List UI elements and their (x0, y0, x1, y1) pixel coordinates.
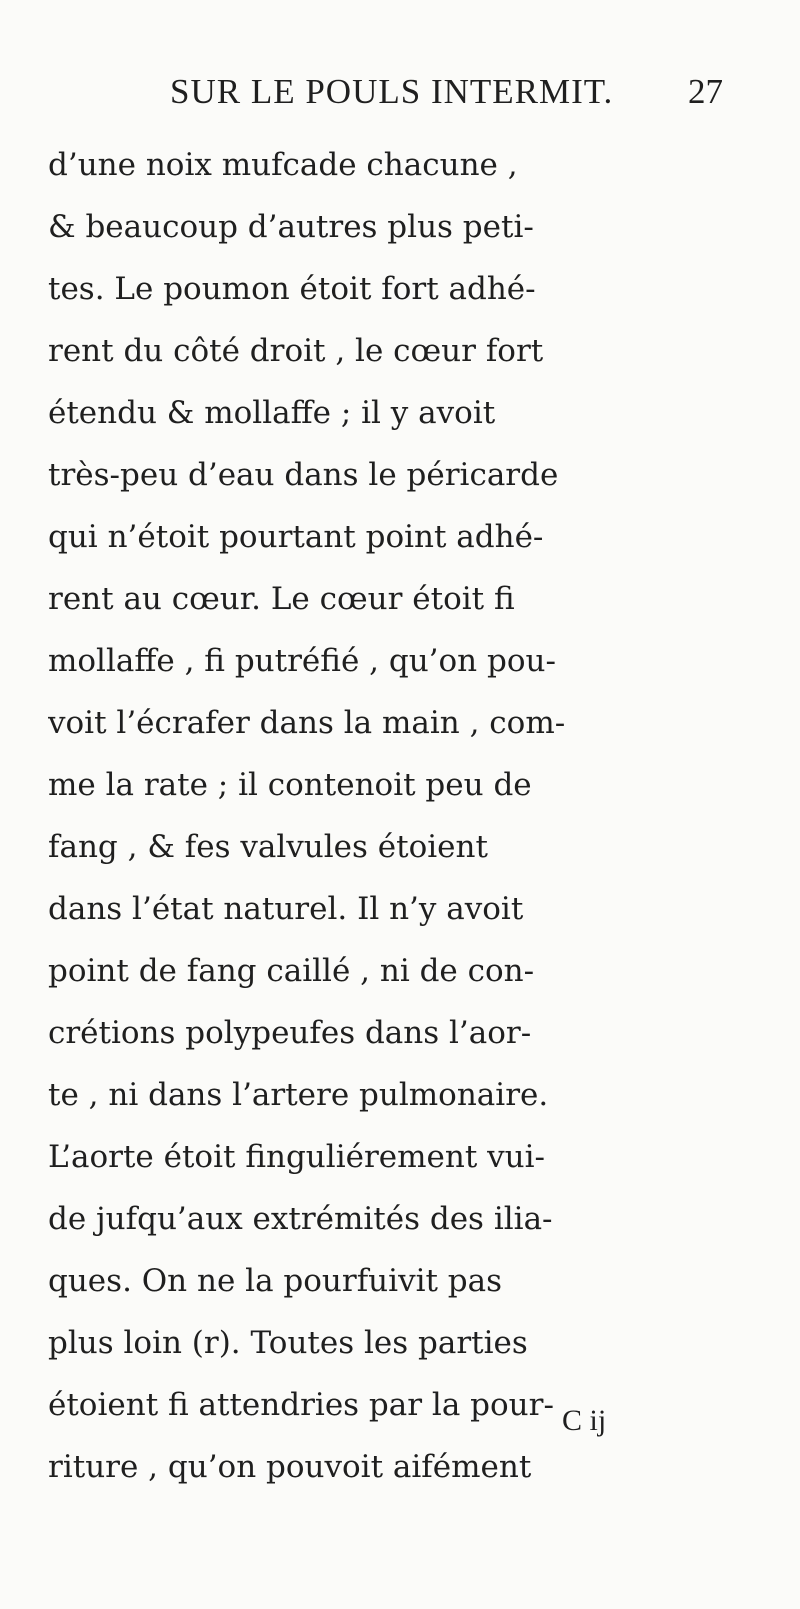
text-line: tes. Le poumon étoit fort adhé- (48, 271, 536, 307)
text-line: fang , & fes valvules étoient (48, 829, 488, 865)
text-line: te , ni dans l’artere pulmonaire. (48, 1077, 549, 1113)
text-line: étoient fi attendries par la pour- (48, 1387, 554, 1423)
signature-mark: C ij (562, 1404, 607, 1437)
text-line: plus loin (r). Toutes les parties (48, 1325, 528, 1361)
text-line: crétions polypeufes dans l’aor- (48, 1015, 532, 1051)
text-line: qui n’étoit pourtant point adhé- (48, 519, 544, 555)
page-body-text (48, 134, 772, 1498)
text-line: rent du côté droit , le cœur fort (48, 333, 544, 369)
text-line: d’une noix mufcade chacune , (48, 147, 518, 183)
page-header (0, 72, 800, 132)
text-line: très-peu d’eau dans le péricarde (48, 457, 559, 493)
text-line: ques. On ne la pourfuivit pas (48, 1263, 503, 1299)
text-line: dans l’état naturel. Il n’y avoit (48, 891, 524, 927)
text-line: étendu & mollaffe ; il y avoit (48, 395, 496, 431)
text-line: & beaucoup d’autres plus peti- (48, 209, 534, 245)
text-line: de jufqu’aux extrémités des ilia- (48, 1201, 553, 1237)
text-line: mollaffe , fi putréfié , qu’on pou- (48, 643, 556, 679)
text-line: L’aorte étoit finguliérement vui- (48, 1139, 545, 1175)
text-line: me la rate ; il contenoit peu de (48, 767, 532, 803)
page-number: 27 (688, 72, 723, 111)
text-line: voit l’écrafer dans la main , com- (48, 705, 566, 741)
text-line: riture , qu’on pouvoit aifément (48, 1449, 532, 1485)
text-line: rent au cœur. Le cœur étoit fi (48, 581, 515, 617)
running-head: SUR LE POULS INTERMIT. (170, 72, 614, 111)
text-line: point de fang caillé , ni de con- (48, 953, 535, 989)
